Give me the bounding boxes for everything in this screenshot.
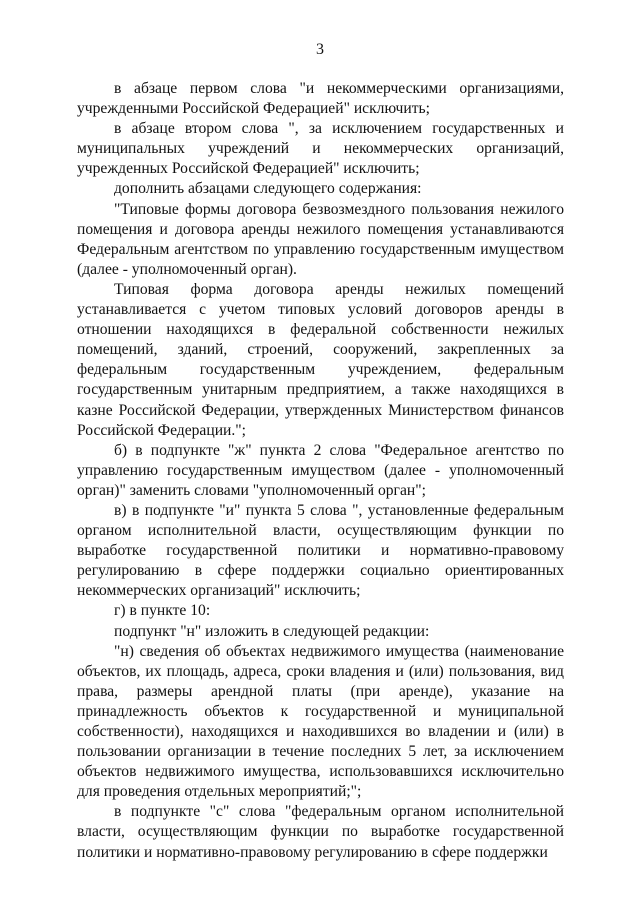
paragraph: в) в подпункте "и" пункта 5 слова ", установленные федеральным органом исполнительной власти, осуществляющим функции по выработке государственной политики и нормативно-правовому регулированию в сфере поддержки социально ориентированных некоммерческих организаций" исключить; — [77, 501, 564, 600]
paragraph: Типовая форма договора аренды нежилых помещений устанавливается с учетом типовых условий договоров аренды в отношении находящихся в федеральной собственности нежилых помещений, зданий, строений, сооружений, закрепленных за федеральным государственным учреждением, федеральным государственным унитарным предприятием, а также находящихся в казне Российской Федерации, утвержденных Министерством финансов Российской Федерации."; — [77, 280, 564, 439]
paragraph: г) в пункте 10: — [114, 602, 211, 620]
paragraph: "Типовые формы договора безвозмездного пользования нежилого помещения и договора аренды нежилого помещения устанавливаются Федеральным агентством по управлению государственным имуществом (далее - уполномоченный орган). — [77, 200, 564, 278]
paragraph: подпункт "н" изложить в следующей редакции: — [114, 622, 430, 640]
paragraph: "н) сведения об объектах недвижимого имущества (наименование объектов, их площадь, адреса, сроки владения и (или) пользования, вид права, размеры арендной платы (при аренде), указание на принадлежность объектов к государственной и муниципальной собственности), находящихся и находившихся во владении и (или) в пользовании организации в течение последних 5 лет, за исключением объектов недвижимого имущества, использовавшихся исключительно для проведения отдельных мероприятий;"; — [77, 642, 564, 801]
paragraph: б) в подпункте "ж" пункта 2 слова "Федеральное агентство по управлению государственным имуществом (далее - уполномоченный орган)" заменить словами "уполномоченный орган"; — [77, 441, 564, 499]
paragraph: в абзаце первом слова "и некоммерческими организациями, учрежденными Российской Федерацией" исключить; — [77, 80, 564, 118]
paragraph: дополнить абзацами следующего содержания: — [114, 180, 422, 198]
paragraph: в подпункте "с" слова "федеральным органом исполнительной власти, осуществляющим функции по выработке государственной политики и нормативно-правовому регулированию в сфере поддержки — [77, 803, 564, 861]
document-body — [77, 79, 564, 863]
paragraph: в абзаце втором слова ", за исключением государственных и муниципальных учреждений и некоммерческих организаций, учрежденных Российской Федерацией" исключить; — [77, 120, 564, 178]
page-number: 3 — [316, 41, 324, 58]
